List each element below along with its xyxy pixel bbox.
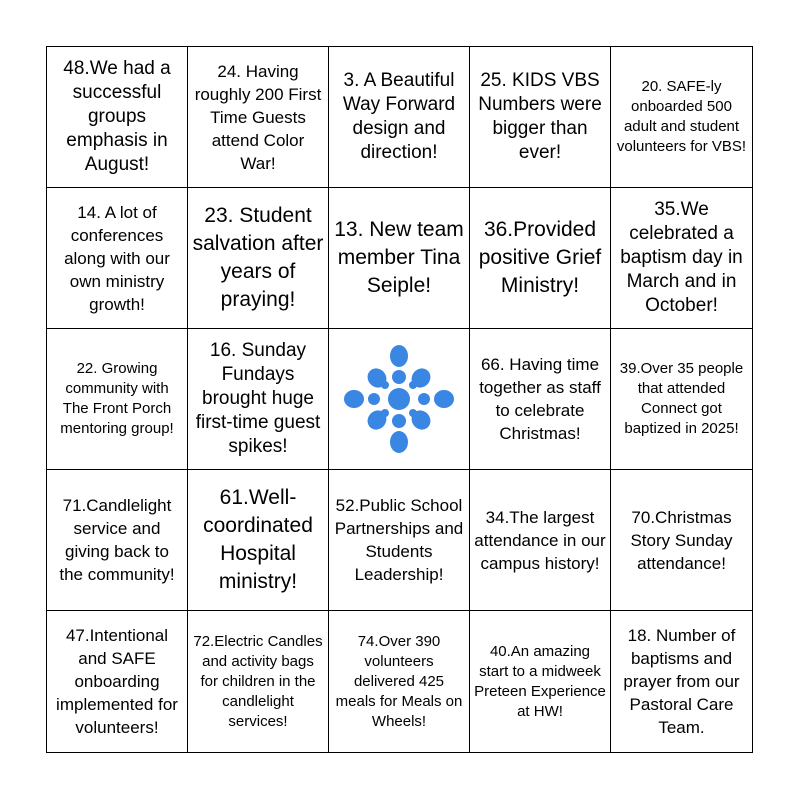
bingo-cell[interactable] [47, 470, 188, 611]
bingo-cell[interactable] [188, 470, 329, 611]
cell-text: 48.We had a successful groups emphasis in August! [63, 58, 171, 175]
cell-text: 13. New team member Tina Seiple! [334, 218, 464, 297]
bingo-cell[interactable] [611, 188, 752, 329]
bingo-cell[interactable] [611, 329, 752, 470]
bingo-cell[interactable] [47, 329, 188, 470]
cell-text: 61.Well-coordinated Hospital ministry! [203, 486, 313, 593]
bingo-cell[interactable] [188, 188, 329, 329]
cell-text: 25. KIDS VBS Numbers were bigger than ever! [478, 70, 602, 163]
bingo-cell[interactable] [329, 470, 470, 611]
cell-text: 47.Intentional and SAFE onboarding implemented for volunteers! [56, 626, 178, 737]
cell-text: 36.Provided positive Grief Ministry! [478, 218, 602, 297]
bingo-cell[interactable] [470, 47, 611, 188]
bingo-cell[interactable] [47, 188, 188, 329]
bingo-cell[interactable] [329, 188, 470, 329]
cell-text: 20. SAFE-ly onboarded 500 adult and student volunteers for VBS! [616, 78, 747, 155]
bingo-cell[interactable] [470, 329, 611, 470]
bingo-cell[interactable] [47, 47, 188, 188]
cell-text: 16. Sunday Fundays brought huge first-time guest spikes! [195, 340, 321, 457]
bingo-cell[interactable] [611, 470, 752, 611]
cell-text: 24. Having roughly 200 First Time Guests attend Color War! [194, 61, 322, 173]
cell-text: 3. A Beautiful Way Forward design and direction! [342, 70, 456, 163]
cell-text: 22. Growing community with The Front Porch mentoring group! [60, 360, 174, 437]
cell-text: 18. Number of baptisms and prayer from our Pastoral Care Team. [623, 626, 740, 737]
cell-text: 52.Public School Partnerships and Students Leadership! [334, 496, 464, 584]
bingo-cell[interactable] [611, 47, 752, 188]
cell-text: 71.Candlelight service and giving back to the community! [59, 496, 175, 584]
bingo-cell[interactable] [188, 47, 329, 188]
cell-text: 23. Student salvation after years of praying! [192, 204, 324, 311]
free-space[interactable] [329, 329, 470, 470]
bingo-cell[interactable] [188, 611, 329, 752]
cell-text: 14. A lot of conferences along with our own ministry growth! [64, 202, 170, 314]
bingo-cell[interactable] [611, 611, 752, 752]
bingo-cell[interactable] [470, 611, 611, 752]
plus-blob-logo-icon [341, 341, 457, 457]
cell-text: 70.Christmas Story Sunday attendance! [630, 507, 733, 573]
bingo-board [46, 46, 753, 753]
cell-text: 72.Electric Candles and activity bags for children in the candlelight services! [193, 632, 323, 730]
cell-text: 66. Having time together as staff to celebrate Christmas! [479, 355, 601, 443]
bingo-cell[interactable] [329, 611, 470, 752]
bingo-cell[interactable] [188, 329, 329, 470]
cell-text: 74.Over 390 volunteers delivered 425 meals for Meals on Wheels! [335, 632, 463, 730]
cell-text: 34.The largest attendance in our campus history! [474, 507, 606, 573]
cell-text: 35.We celebrated a baptism day in March and in October! [620, 199, 743, 316]
bingo-cell[interactable] [470, 470, 611, 611]
bingo-cell[interactable] [47, 611, 188, 752]
bingo-cell[interactable] [329, 47, 470, 188]
cell-text: 39.Over 35 people that attended Connect got baptized in 2025! [619, 360, 744, 437]
cell-text: 40.An amazing start to a midweek Preteen Experience at HW! [474, 642, 606, 720]
bingo-cell[interactable] [470, 188, 611, 329]
